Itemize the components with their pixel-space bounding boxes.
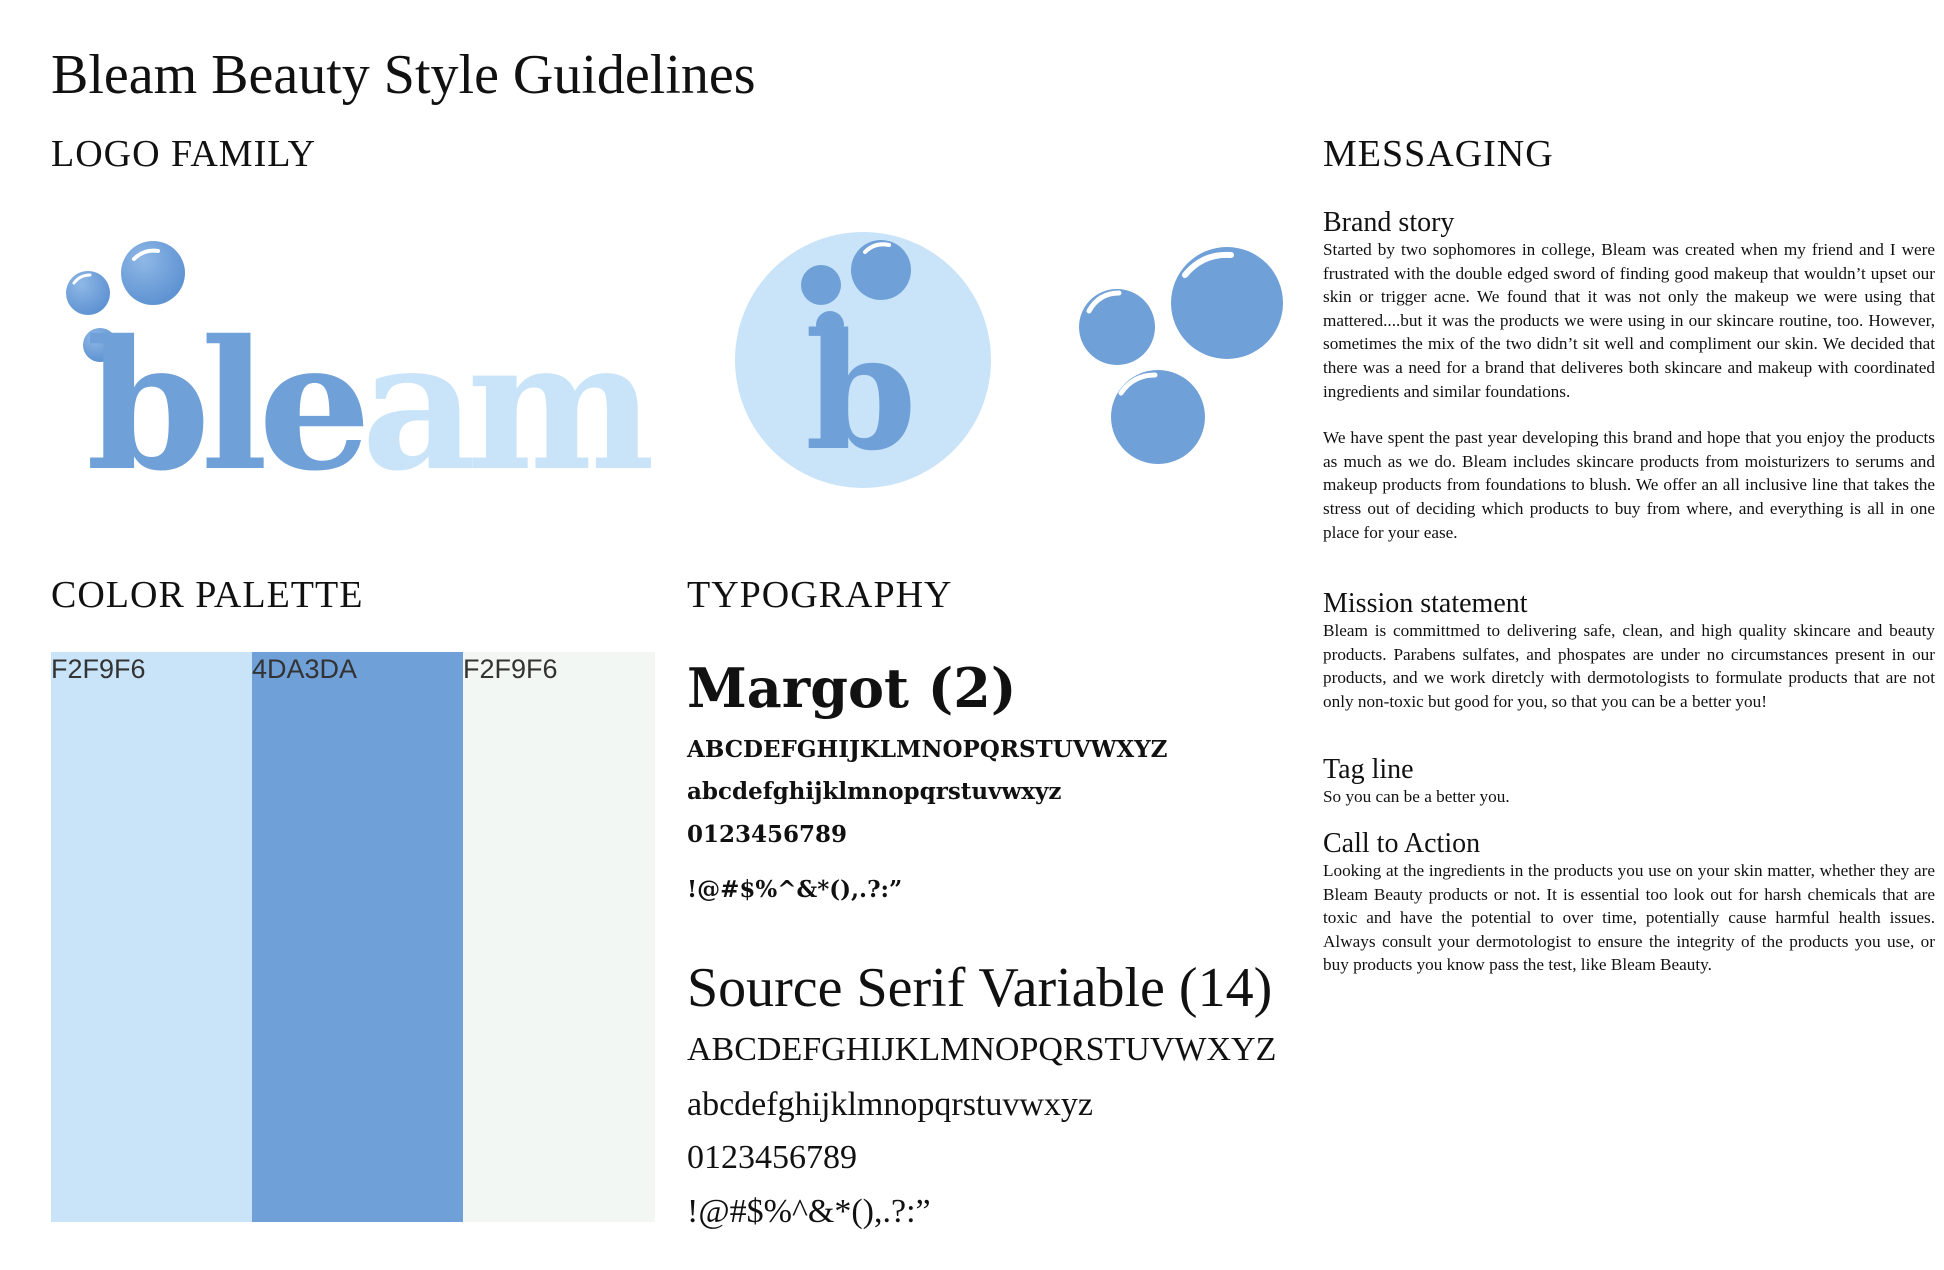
source-serif-digits: 0123456789 xyxy=(687,1139,857,1176)
messaging-heading: MESSAGING xyxy=(1323,133,1554,175)
brand-story-heading: Brand story xyxy=(1323,207,1455,238)
color-palette-heading: COLOR PALETTE xyxy=(51,574,364,616)
swatch-code: F2F9F6 xyxy=(463,654,558,684)
tagline-block xyxy=(1323,755,1935,809)
tagline-body: So you can be a better you. xyxy=(1323,787,1510,806)
mission-heading: Mission statement xyxy=(1323,588,1528,619)
call-to-action-block xyxy=(1323,829,1935,977)
color-swatch xyxy=(252,652,463,1222)
margot-font-name: Margot (2) xyxy=(687,656,1017,720)
swatch-code: F2F9F6 xyxy=(51,654,146,684)
margot-uppercase: ABCDEFGHIJKLMNOPQRSTUVWXYZ xyxy=(687,736,1168,763)
brand-story-paragraph: We have spent the past year developing this brand and hope that you enjoy the products as much as we do. Bleam includes skincare products from moisturizers to serums and makeup products from foundations to blush. We offer an all inclusive line that takes the stress out of deciding which products to buy from where, and everything is all in one place for your ease. xyxy=(1323,428,1935,542)
badge-letter: b xyxy=(805,298,917,486)
source-serif-symbols: !@#$%^&*(),.?:” xyxy=(687,1193,931,1230)
brand-story-block xyxy=(1323,208,1935,544)
call-to-action-heading: Call to Action xyxy=(1323,828,1481,859)
logo-family-heading: LOGO FAMILY xyxy=(51,133,317,175)
source-serif-uppercase: ABCDEFGHIJKLMNOPQRSTUVWXYZ xyxy=(687,1031,1277,1068)
bleam-badge-logo xyxy=(733,230,995,490)
color-swatch xyxy=(463,652,655,1222)
source-serif-font-name: Source Serif Variable (14) xyxy=(687,957,1273,1019)
tagline-heading: Tag line xyxy=(1323,754,1414,785)
page-title: Bleam Beauty Style Guidelines xyxy=(51,44,756,106)
mission-body: Bleam is committmed to delivering safe, clean, and high quality skincare and beauty products. Parabens sulfates, and phospates are under no circumstances present in our products, and we work diretcly with dermotologists to formulate products that are not only non-toxic but good for you, so that you can be a better you! xyxy=(1323,621,1935,711)
swatch-code: 4DA3DA xyxy=(252,654,358,684)
call-to-action-body: Looking at the ingredients in the products you use on your skin matter, whether they are Bleam Beauty products or not. It is essential too look out for harsh chemicals that are toxic and have the potential to over time, potentially cause harmful health issues. Always consult your dermotologist to ensure the integrity of the products you use, or buy products you know pass the test, like Bleam Beauty. xyxy=(1323,861,1935,975)
wordmark-text: bleam xyxy=(86,301,646,495)
brand-story-paragraph: Started by two sophomores in college, Bleam was created when my friend and I were frustrated with the double edged sword of finding good makeup that wouldn’t upset our skin or trigger acne. We found that it was not only the makeup we were using that mattered....but it was the products we were using in our skincare routine, too. However, sometimes the mix of the two didn’t sit well and compliment our skin. We decided that there was a need for a brand that deliveres both skincare and makeup with coordinated ingredients and similar foundations. xyxy=(1323,240,1935,401)
mission-block xyxy=(1323,589,1935,713)
bubbles-logo xyxy=(1075,245,1285,470)
source-serif-lowercase: abcdefghijklmnopqrstuvwxyz xyxy=(687,1086,1094,1123)
margot-symbols: !@#$%^&*(),.?:” xyxy=(687,876,903,903)
margot-digits: 0123456789 xyxy=(687,821,848,848)
typography-heading: TYPOGRAPHY xyxy=(687,574,953,616)
color-swatch xyxy=(51,652,252,1222)
color-palette xyxy=(51,652,655,1222)
bleam-wordmark-logo xyxy=(60,235,660,495)
margot-lowercase: abcdefghijklmnopqrstuvwxyz xyxy=(687,778,1062,805)
